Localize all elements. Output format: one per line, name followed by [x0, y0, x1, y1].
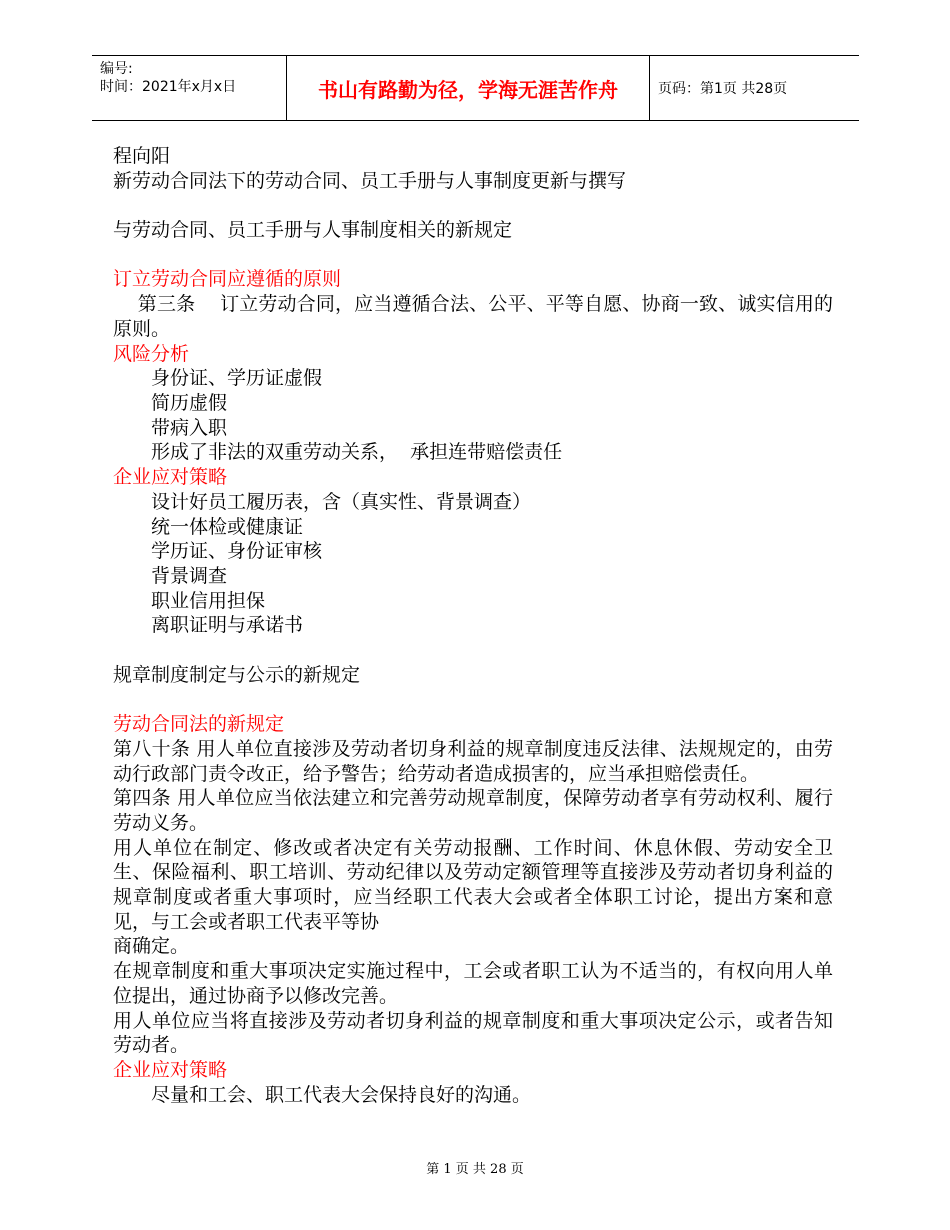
section-title-1: 与劳动合同、员工手册与人事制度相关的新规定 [113, 219, 513, 242]
paragraph-b: 在规章制度和重大事项决定实施过程中，工会或者职工认为不适当的，有权向用人单位提出，通过协商予以修改完善。 [113, 960, 833, 1007]
strategy-item: 设计好员工履历表，含（真实性、背景调查） [151, 490, 532, 513]
risk-item: 形成了非法的双重劳动关系， 承担连带赔偿责任 [151, 441, 563, 464]
heading-risk: 风险分析 [113, 342, 190, 365]
header-motto: 书山有路勤为径，学海无涯苦作舟 [286, 56, 650, 120]
page-header [92, 55, 859, 121]
header-time-label: 时间：2021年x月x日 [100, 79, 237, 95]
page-footer: 第 1 页 共 28 页 [426, 1162, 524, 1177]
heading-new-law: 劳动合同法的新规定 [113, 713, 285, 736]
paragraph-a: 用人单位在制定、修改或者决定有关劳动报酬、工作时间、休息休假、劳动安全卫生、保险福利、职工培训、劳动纪律以及劳动定额管理等直接涉及劳动者切身利益的规章制度或者重大事项时，应当经职工代表大会或者全体职工讨论，提出方案和意见，与工会或者职工代表平等协 [113, 836, 833, 933]
strategy-item: 离职证明与承诺书 [151, 614, 304, 637]
strategy-item: 统一体检或健康证 [151, 515, 304, 538]
heading-principles: 订立劳动合同应遵循的原则 [113, 268, 342, 291]
document-title: 新劳动合同法下的劳动合同、员工手册与人事制度更新与撰写 [113, 169, 627, 192]
strategy-item: 职业信用担保 [151, 589, 266, 612]
document-body [113, 144, 833, 1107]
paragraph-a-end: 商确定。 [113, 935, 190, 958]
article-80: 第八十条 用人单位直接涉及劳动者切身利益的规章制度违反法律、法规规定的，由劳动行政部门责令改正，给予警告；给劳动者造成损害的，应当承担赔偿责任。 [113, 737, 833, 785]
paragraph-c: 用人单位应当将直接涉及劳动者切身利益的规章制度和重大事项决定公示，或者告知劳动者。 [113, 1009, 833, 1057]
header-page-info: 页码：第1页 共28页 [658, 81, 788, 97]
heading-strategy-2: 企业应对策略 [113, 1058, 228, 1081]
strategy2-item: 尽量和工会、职工代表大会保持良好的沟通。 [151, 1083, 532, 1106]
strategy-item: 背景调查 [151, 564, 228, 587]
article-4: 第四条 用人单位应当依法建立和完善劳动规章制度，保障劳动者享有劳动权利、履行劳动义务。 [113, 787, 833, 834]
risk-item: 简历虚假 [151, 392, 228, 414]
article-3: 第三条 订立劳动合同，应当遵循合法、公平、平等自愿、协商一致、诚实信用的原则。 [113, 293, 833, 340]
header-number-label: 编号: [100, 61, 133, 77]
strategy-item: 学历证、身份证审核 [151, 540, 323, 563]
risk-item: 身份证、学历证虚假 [151, 367, 323, 390]
section-title-2: 规章制度制定与公示的新规定 [113, 663, 361, 686]
heading-strategy: 企业应对策略 [113, 466, 228, 489]
header-meta [92, 56, 286, 120]
risk-item: 带病入职 [151, 416, 228, 439]
author-name: 程向阳 [113, 145, 171, 167]
